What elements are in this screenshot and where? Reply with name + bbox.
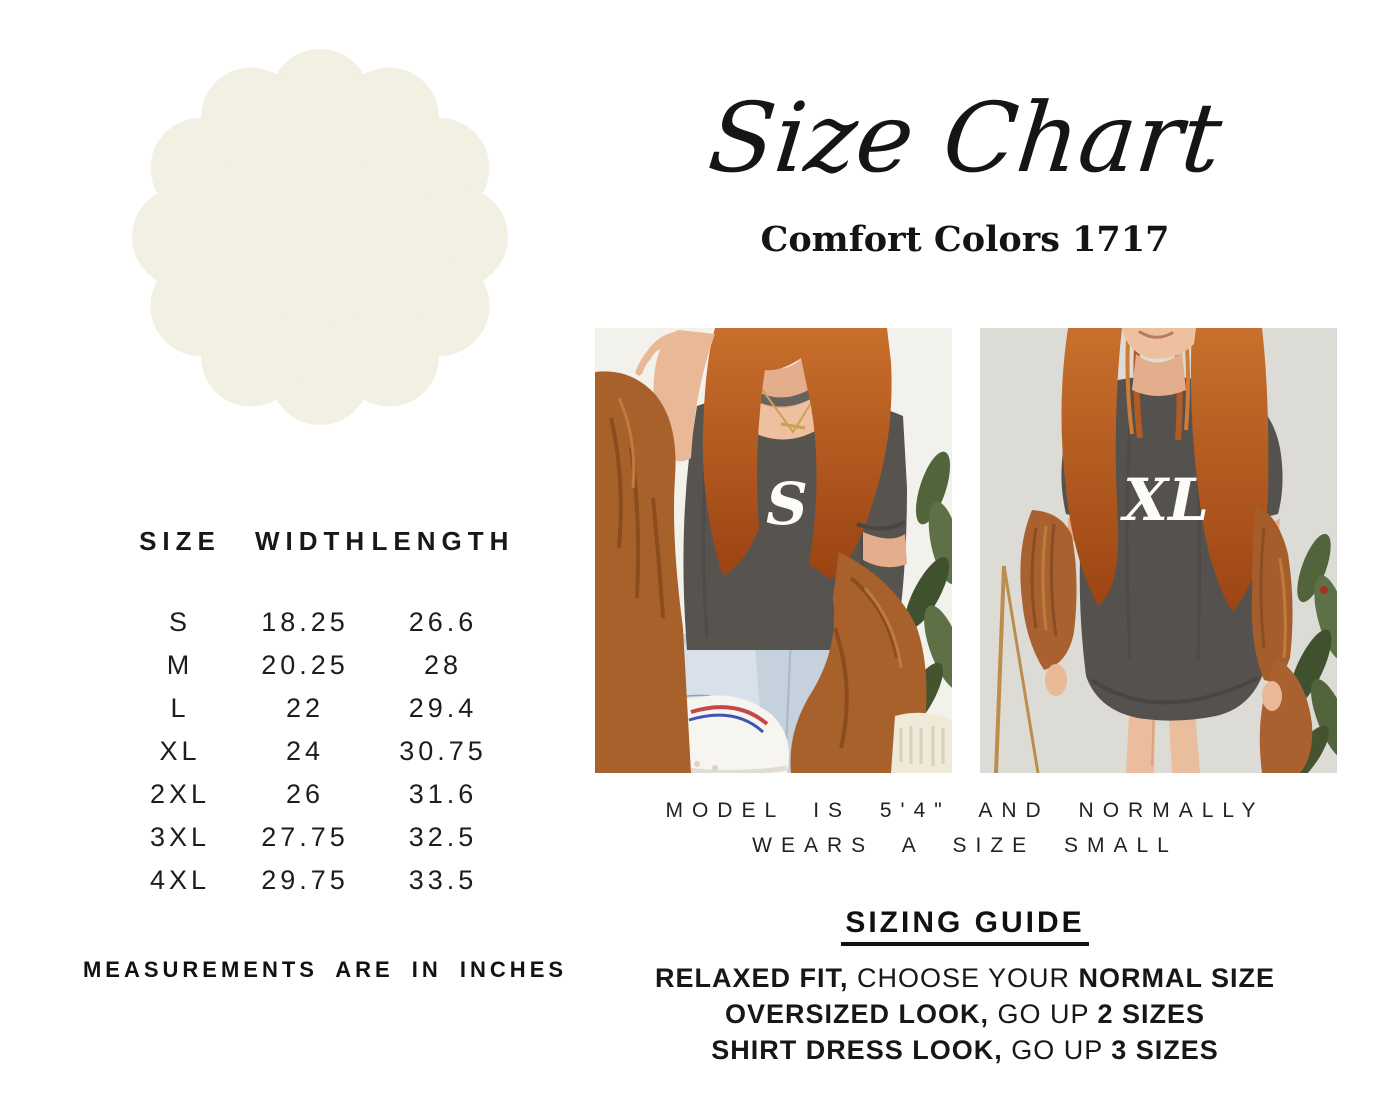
- table-row-2xl: [105, 773, 545, 816]
- table-row-xl: [105, 730, 545, 773]
- cell-width: 27.75: [261, 822, 349, 852]
- model-caption-line2: WEARS A SIZE SMALL: [752, 834, 1178, 857]
- scallop-shape: [132, 49, 508, 425]
- table-row-4xl: [105, 859, 545, 902]
- guide-bold-lead: SHIRT DRESS LOOK,: [711, 1035, 1003, 1065]
- sizing-guide-line-oversized: [600, 996, 1330, 1032]
- guide-bold-tail: 2 SIZES: [1097, 999, 1206, 1029]
- sizing-guide: [600, 906, 1330, 1068]
- cell-size: 4XL: [149, 865, 211, 895]
- guide-regular-mid: GO UP: [1002, 1035, 1112, 1065]
- cell-size: 3XL: [149, 822, 211, 852]
- model-photo-xl-illustration: [980, 328, 1337, 773]
- sizing-guide-title: SIZING GUIDE: [841, 906, 1088, 946]
- col-header-size: SIZE: [139, 526, 221, 556]
- cell-size: 2XL: [149, 779, 211, 809]
- cell-length: 30.75: [399, 736, 487, 766]
- cell-size: M: [166, 650, 194, 680]
- guide-bold-tail: 3 SIZES: [1111, 1035, 1219, 1065]
- cell-length: 29.4: [408, 693, 478, 723]
- sizing-guide-line-relaxed: [600, 960, 1330, 996]
- page-title: Size Chart: [703, 82, 1227, 194]
- cell-length: 32.5: [408, 822, 478, 852]
- cell-size: S: [168, 607, 191, 637]
- sizing-guide-title-wrap: [600, 906, 1330, 946]
- shirt-print-size-xl: XL: [1123, 466, 1209, 534]
- cell-size: L: [170, 693, 190, 723]
- measurements-note: MEASUREMENTS ARE IN INCHES: [82, 957, 568, 982]
- guide-bold-lead: OVERSIZED LOOK,: [724, 999, 989, 1029]
- model-photo-s-illustration: [595, 328, 952, 773]
- table-row-s: [105, 601, 545, 644]
- cream-fringe-blanket: [891, 713, 952, 773]
- cell-size: XL: [159, 736, 201, 766]
- cell-length: 33.5: [408, 865, 478, 895]
- table-row-m: [105, 644, 545, 687]
- cell-width: 20.25: [261, 650, 349, 680]
- sizing-guide-line-shirtdress: [600, 1032, 1330, 1068]
- cell-length: 28: [423, 650, 463, 680]
- guide-regular-mid: CHOOSE YOUR: [848, 963, 1079, 993]
- cell-width: 29.75: [261, 865, 349, 895]
- cell-width: 26: [285, 779, 325, 809]
- size-table: [105, 526, 545, 902]
- col-header-length: LENGTH: [371, 526, 515, 556]
- table-row-l: [105, 687, 545, 730]
- guide-regular-mid: GO UP: [988, 999, 1098, 1029]
- cell-length: 26.6: [408, 607, 478, 637]
- size-table-header: [105, 526, 545, 557]
- size-table-body: [105, 601, 545, 902]
- table-row-3xl: [105, 816, 545, 859]
- model-caption: [600, 793, 1330, 863]
- shirt-print-size-s: S: [766, 470, 808, 538]
- guide-bold-lead: RELAXED FIT,: [654, 963, 849, 993]
- cell-length: 31.6: [408, 779, 478, 809]
- scallop-badge: [130, 45, 510, 430]
- model-photo-size-s: [595, 328, 952, 773]
- col-header-width: WIDTH: [255, 526, 371, 556]
- page-subtitle: Comfort Colors 1717: [760, 219, 1170, 260]
- model-photo-size-xl: [980, 328, 1337, 773]
- model-caption-line1: MODEL IS 5'4" AND NORMALLY: [665, 799, 1265, 822]
- cell-width: 24: [285, 736, 325, 766]
- guide-bold-tail: NORMAL SIZE: [1078, 963, 1276, 993]
- cell-width: 18.25: [261, 607, 349, 637]
- cell-width: 22: [285, 693, 325, 723]
